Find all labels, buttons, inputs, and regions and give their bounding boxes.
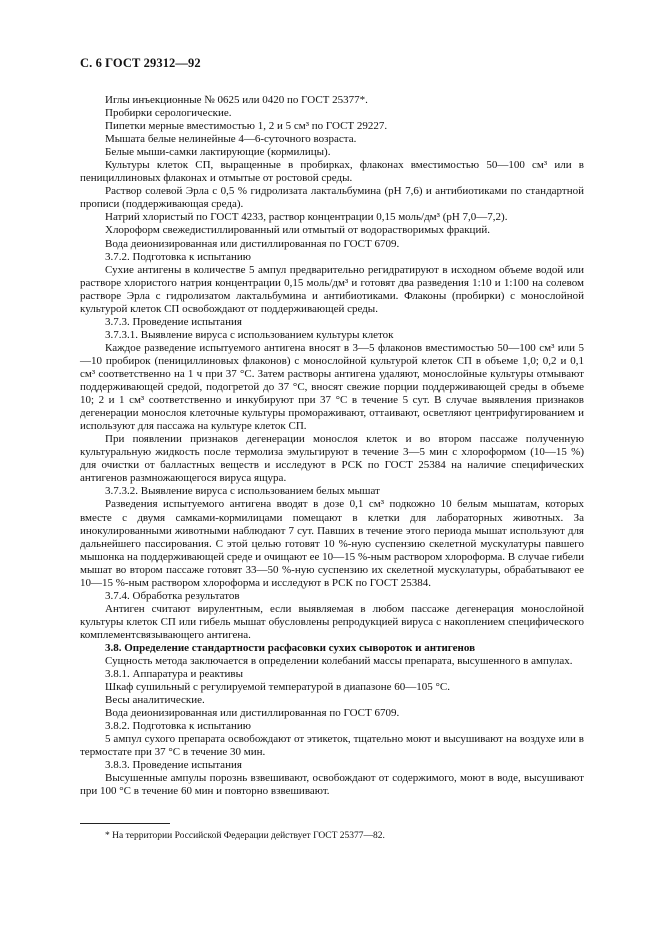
paragraph: Шкаф сушильный с регулируемой температурой в диапазоне 60—105 °С. xyxy=(105,681,450,694)
paragraph: Вода деионизированная или дистиллированная по ГОСТ 6709. xyxy=(105,237,400,250)
page-header: С. 6 ГОСТ 29312—92 xyxy=(80,56,201,70)
paragraph: Сущность метода заключается в определении колебаний массы препарата, высушенного в ампулах. xyxy=(105,655,573,668)
section-heading: 3.7.4. Обработка результатов xyxy=(105,589,240,602)
paragraph: Иглы инъекционные № 0625 или 0420 по ГОСТ 25377*. xyxy=(105,94,368,106)
paragraph: Раствор солевой Эрла с 0,5 % гидролизата лактальбумина (pH 7,6) и антибиотиками по стандартной прописи (поддерживающая среда). xyxy=(80,185,584,211)
paragraph: Натрий хлористый по ГОСТ 4233, раствор концентрации 0,15 моль/дм³ (pH 7,0—7,2). xyxy=(105,211,508,224)
paragraph: Каждое разведение испытуемого антигена вносят в 3—5 флаконов вместимостью 50—100 см³ или 5—10 пробирок (пенициллиновых флаконов) с монослойной культурой клеток СП в объеме 1,0; 0,2 и 0,1 см³ соответственно на 1 ч при 37 °С. Затем растворы антигена удаляют, монослойные культуры отмывают поддерживающей средой, подогретой до 37 °С, вносят свежие порции поддерживающей среды в объеме 10; 2 и 1 см³ соответственно и инкубируют при 37 °С в течение 5 сут. В случае выявления признаков дегенерации монослоя клеточные культуры промораживают, оттаивают, осветляют центрифугированием и используют для пассажа на культуре клеток СП. xyxy=(80,341,584,433)
paragraph: Высушенные ампулы порознь взвешивают, освобождают от содержимого, моют в воде, высушивают при 100 °С в течение 60 мин и повторно взвешивают. xyxy=(80,772,584,798)
paragraph: Пробирки серологические. xyxy=(105,107,232,120)
footnote: * На территории Российской Федерации действует ГОСТ 25377—82. xyxy=(105,831,385,841)
document-body xyxy=(80,94,584,799)
section-heading: 3.8.1. Аппаратура и реактивы xyxy=(105,668,244,681)
section-heading: 3.7.3. Проведение испытания xyxy=(105,315,242,328)
paragraph: Мышата белые нелинейные 4—6-суточного возраста. xyxy=(105,133,357,146)
paragraph: Весы аналитические. xyxy=(105,694,205,707)
paragraph: Пипетки мерные вместимостью 1, 2 и 5 см³ по ГОСТ 29227. xyxy=(105,120,388,133)
paragraph: 5 ампул сухого препарата освобождают от этикеток, тщательно моют и высушивают на воздухе или в термостате при 37 °С в течение 30 мин. xyxy=(80,733,584,759)
section-heading: 3.7.3.1. Выявление вируса с использованием культуры клеток xyxy=(105,328,394,341)
paragraph: Культуры клеток СП, выращенные в пробирках, флаконах вместимостью 50—100 см³ или в пенициллиновых флаконах и отмытые от ростовой среды. xyxy=(80,159,584,185)
section-heading: 3.8.2. Подготовка к испытанию xyxy=(105,720,251,733)
section-heading: 3.8.3. Проведение испытания xyxy=(105,759,242,772)
section-heading: 3.7.3.2. Выявление вируса с использованием белых мышат xyxy=(105,485,380,498)
paragraph: При появлении признаков дегенерации монослоя клеток и во втором пассаже полученную культуральную жидкость после термолиза эмульгируют в течение 3—5 мин с хлороформом (10—15 %) для очистки от балластных веществ и исследуют в РСК по ГОСТ 25384 на наличие специфических антигенов размножающегося вируса ящура. xyxy=(80,433,584,485)
paragraph: Белые мыши-самки лактирующие (кормилицы). xyxy=(105,146,331,159)
footnote-divider xyxy=(80,823,170,824)
paragraph: Хлороформ свежедистиллированный или отмытый от водорастворимых фракций. xyxy=(105,224,490,237)
paragraph: Вода деионизированная или дистиллированная по ГОСТ 6709. xyxy=(105,707,400,720)
paragraph: Антиген считают вирулентным, если выявляемая в любом пассаже дегенерация монослойной культуры клеток СП или гибель мышат обусловлены репродукцией вируса с накоплением специфического комплементсвязывающего антигена. xyxy=(80,602,584,641)
paragraph: Сухие антигены в количестве 5 ампул предварительно регидратируют в исходном объеме водой или растворе хлористого натрия концентрации 0,15 моль/дм³ и готовят два разведения 1:10 и 1:100 на солевом растворе Эрла с гидролизатом лактальбумина и антибиотиками. Флаконы (пробирки) с монослойной культурой клеток СП освобождают от поддерживающей среды. xyxy=(80,263,584,315)
section-heading: 3.7.2. Подготовка к испытанию xyxy=(105,250,251,263)
paragraph: Разведения испытуемого антигена вводят в дозе 0,1 см³ подкожно 10 белым мышатам, которых вместе с двумя самками-кормилицами помещают в клетки для лабораторных животных. За инокулированными животными наблюдают 7 сут. Павших в течение этого периода мышат используют для дальнейшего пассирования. С этой целью готовят 10 %-ную суспензию скелетной мускулатуры павшего мышонка на поддерживающей среде и очищают ее 10—15 %-ным раствором хлороформа. В случае гибели мышат во втором пассаже готовят 33—50 %-ную суспензию их скелетной мускулатуры, обрабатывают ее 10—15 %-ным раствором хлороформа и исследуют в РСК по ГОСТ 25384. xyxy=(80,498,584,589)
section-heading-bold: 3.8. Определение стандартности расфасовки сухих сывороток и антигенов xyxy=(105,641,476,654)
